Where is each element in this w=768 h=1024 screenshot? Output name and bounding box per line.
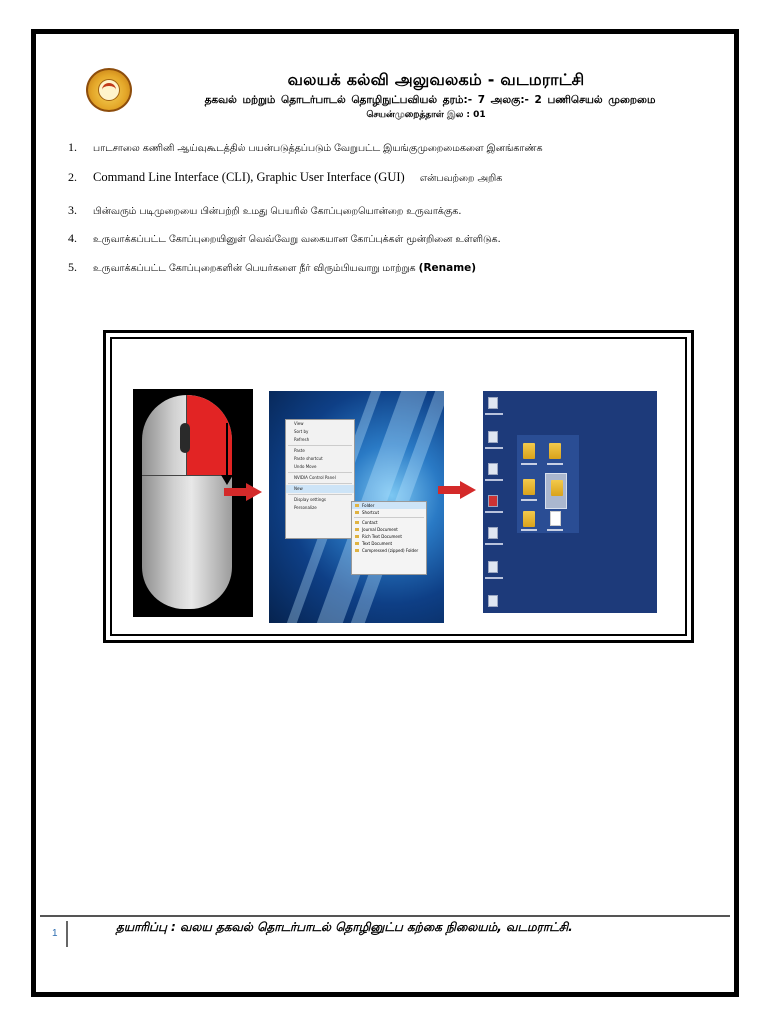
menu-item-view: View (294, 421, 304, 426)
submenu-item-folder: Folder (352, 502, 426, 509)
mouse-body-divider (142, 475, 232, 476)
desktop-icon-label (485, 479, 503, 481)
desktop-icon (488, 431, 498, 443)
page-number: 1 (52, 928, 58, 939)
desktop-icon-label (485, 543, 503, 545)
document-icon (550, 511, 561, 526)
menu-item-personalize: Personalize (294, 505, 317, 510)
menu-item-paste-shortcut: Paste shortcut (294, 456, 323, 461)
desktop-icon (488, 527, 498, 539)
folder-label (521, 499, 537, 501)
menu-item-new: New (286, 485, 354, 493)
document-header (86, 66, 726, 126)
document-label (547, 529, 563, 531)
create-folder-figure (103, 330, 694, 643)
rename-label: (Rename) (418, 262, 477, 274)
submenu-item-journal: Journal Document (352, 526, 426, 533)
arrow-head (460, 481, 476, 499)
folder-icon (549, 443, 561, 459)
selected-folder (545, 473, 567, 509)
task-text (93, 261, 476, 276)
task-item-3 (68, 203, 708, 219)
task-text-main: உருவாக்கப்பட்ட கோப்புறைகளின் பெயர்களை நீர் விரும்பியவாறு மாற்றுக (93, 263, 416, 274)
desktop-icon-label (485, 577, 503, 579)
desktop-icon (488, 595, 498, 607)
menu-item-paste: Paste (294, 448, 305, 453)
page-subtitle: தகவல் மற்றும் தொடர்பாடல் தொழிநுட்பவியல் தரம்:- 7 அலகு:- 2 பணிசெயல் முறைமை (204, 94, 656, 106)
arrow-head (246, 483, 262, 501)
menu-separator (354, 517, 424, 518)
task-number: 4. (68, 231, 77, 245)
footer-divider (40, 915, 730, 917)
mouse-panel (133, 389, 253, 617)
submenu-item-contact: Contact (352, 519, 426, 526)
mouse-icon (142, 395, 232, 609)
right-arrow-icon (438, 481, 478, 499)
page-title: வலயக் கல்வி அலுவலகம் - வடமராட்சி (287, 70, 585, 89)
desktop-icon (488, 495, 498, 507)
footer-credit: தயாரிப்பு : வலய தகவல் தொடர்பாடல் தொழினுட்ப கற்கை நிலையம், வடமராட்சி. (116, 920, 573, 934)
task-item-5 (68, 260, 708, 276)
desktop-icon (488, 463, 498, 475)
arrow-shaft (438, 486, 462, 494)
task-text-suffix: என்பவற்றை அறிக (419, 173, 503, 184)
menu-item-refresh: Refresh (294, 437, 310, 442)
task-number: 1. (68, 140, 77, 154)
pointer-arrow-line (226, 423, 228, 479)
task-item-1 (68, 140, 708, 156)
menu-separator (288, 472, 352, 473)
desktop-icon-label (485, 447, 503, 449)
right-arrow-icon (224, 483, 264, 501)
desktop-icon-label (485, 511, 503, 513)
menu-item-nvidia: NVIDIA Control Panel (294, 475, 336, 480)
task-number: 5. (68, 260, 77, 274)
folder-area (517, 435, 579, 533)
scroll-wheel (180, 423, 190, 453)
menu-item-sort-by: Sort by (294, 429, 309, 434)
folder-icon (523, 443, 535, 459)
desktop-context-menu-screenshot (269, 391, 444, 623)
menu-item-display-settings: Display settings (294, 497, 326, 502)
task-list (68, 140, 708, 274)
folder-icon (523, 479, 535, 495)
menu-separator (288, 494, 352, 495)
submenu-item-shortcut: Shortcut (352, 509, 426, 516)
desktop-icon (488, 561, 498, 573)
task-number: 2. (68, 170, 77, 184)
menu-separator (288, 483, 352, 484)
menu-separator (288, 445, 352, 446)
folder-icon (523, 511, 535, 527)
task-text: பாடசாலை கணினி ஆய்வுகூடத்தில் பயன்படுத்தப்படும் வேறுபட்ட இயங்குமுறைமைகளை இனங்காண்க (93, 143, 543, 154)
folder-label (521, 463, 537, 465)
task-text: உருவாக்கப்பட்ட கோப்புறையினுள் வெவ்வேறு வகையான கோப்புக்கள் மூன்றினை உள்ளிடுக. (93, 234, 501, 245)
logo-emblem (102, 83, 116, 97)
context-menu (285, 419, 355, 539)
desktop-icon (488, 397, 498, 409)
task-number: 3. (68, 203, 77, 217)
submenu-item-rtf: Rich Text Document (352, 533, 426, 540)
task-text: Command Line Interface (CLI), Graphic User Interface (GUI) (93, 170, 405, 184)
new-submenu (351, 501, 427, 575)
task-item-2 (68, 170, 708, 186)
task-item-4 (68, 231, 708, 247)
footer-page-bar (66, 921, 68, 947)
desktop-new-folders-screenshot (483, 391, 657, 613)
worksheet-number: செயன்முறைத்தாள் இல : 01 (366, 110, 486, 120)
submenu-item-zip: Compressed (zipped) Folder (352, 547, 426, 554)
desktop-icon-label (485, 413, 503, 415)
folder-label (521, 529, 537, 531)
folder-label (547, 463, 563, 465)
submenu-item-text: Text Document (352, 540, 426, 547)
arrow-shaft (224, 488, 248, 496)
menu-item-undo-move: Undo Move (294, 464, 317, 469)
task-text: பின்வரும் படிமுறையை பின்பற்றி உமது பெயரில் கோப்புறையொன்றை உருவாக்குக. (93, 206, 462, 217)
folder-icon (551, 480, 563, 496)
